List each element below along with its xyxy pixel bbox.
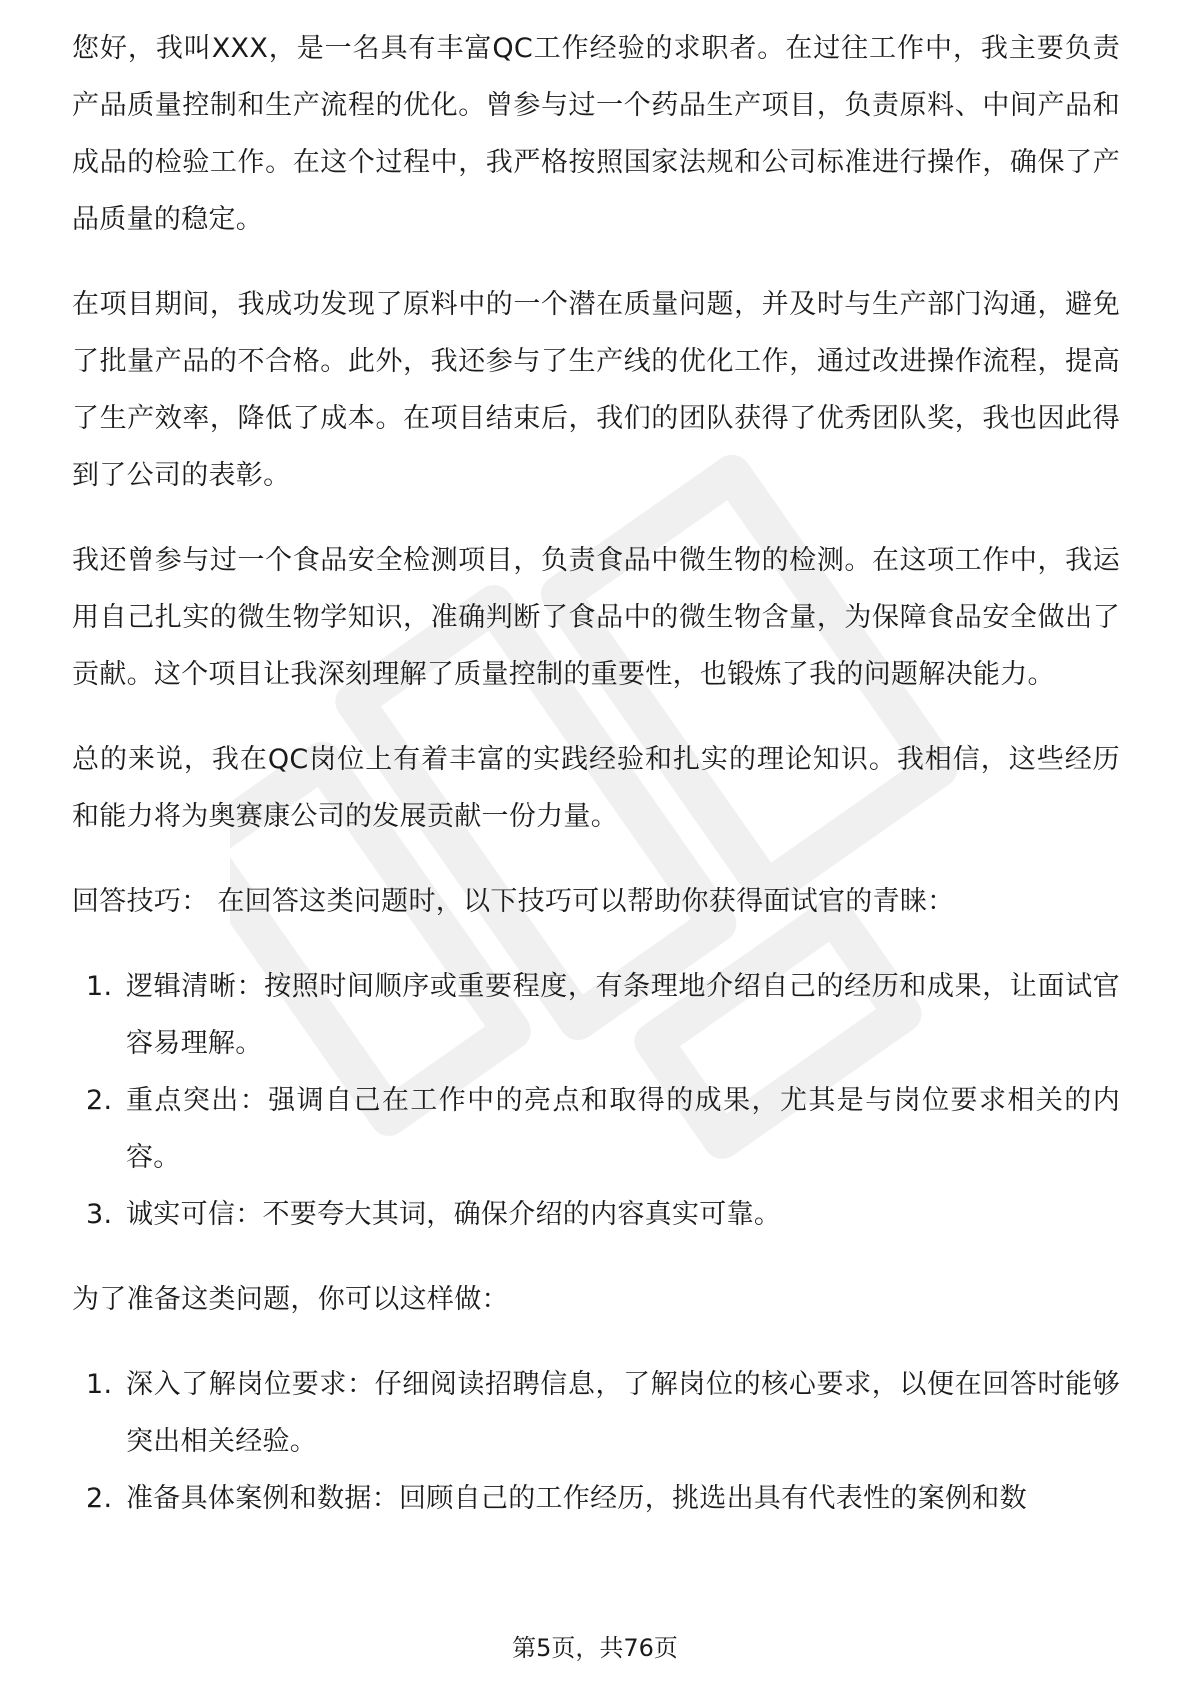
list-item	[72, 1356, 1120, 1470]
list-text: 深入了解岗位要求：仔细阅读招聘信息，了解岗位的核心要求，以便在回答时能够突出相关经验。	[126, 1369, 1120, 1457]
list-item	[72, 1186, 1120, 1243]
paragraph-intro: 您好，我叫XXX，是一名具有丰富QC工作经验的求职者。在过往工作中，我主要负责产品质量控制和生产流程的优化。曾参与过一个药品生产项目，负责原料、中间产品和成品的检验工作。在这个过程中，我严格按照国家法规和公司标准进行操作，确保了产品质量的稳定。	[72, 33, 1120, 235]
page-footer: 第5页，共76页	[512, 1634, 678, 1662]
list-item	[72, 1470, 1120, 1527]
list-item	[72, 958, 1120, 1072]
tips-intro: 回答技巧： 在回答这类问题时，以下技巧可以帮助你获得面试官的青睐：	[72, 886, 955, 917]
list-number: 2.	[86, 1483, 113, 1514]
paragraph-summary: 总的来说，我在QC岗位上有着丰富的实践经验和扎实的理论知识。我相信，这些经历和能力将为奥赛康公司的发展贡献一份力量。	[72, 744, 1120, 832]
list-text: 准备具体案例和数据：回顾自己的工作经历，挑选出具有代表性的案例和数	[126, 1483, 1027, 1514]
list-number: 1.	[86, 971, 113, 1002]
paragraph-project: 在项目期间，我成功发现了原料中的一个潜在质量问题，并及时与生产部门沟通，避免了批量产品的不合格。此外，我还参与了生产线的优化工作，通过改进操作流程，提高了生产效率，降低了成本。在项目结束后，我们的团队获得了优秀团队奖，我也因此得到了公司的表彰。	[72, 289, 1120, 491]
list-text: 重点突出：强调自己在工作中的亮点和取得的成果，尤其是与岗位要求相关的内容。	[126, 1085, 1120, 1173]
list-number: 1.	[86, 1369, 113, 1400]
tips-list	[72, 958, 1120, 1243]
prep-list	[72, 1356, 1120, 1527]
list-number: 2.	[86, 1085, 113, 1116]
paragraph-food-safety: 我还曾参与过一个食品安全检测项目，负责食品中微生物的检测。在这项工作中，我运用自己扎实的微生物学知识，准确判断了食品中的微生物含量，为保障食品安全做出了贡献。这个项目让我深刻理解了质量控制的重要性，也锻炼了我的问题解决能力。	[72, 545, 1120, 690]
document-body	[72, 20, 1120, 1555]
list-number: 3.	[86, 1199, 113, 1230]
list-item	[72, 1072, 1120, 1186]
list-text: 诚实可信：不要夸大其词，确保介绍的内容真实可靠。	[126, 1199, 782, 1230]
prep-intro: 为了准备这类问题，你可以这样做：	[72, 1284, 509, 1315]
list-text: 逻辑清晰：按照时间顺序或重要程度，有条理地介绍自己的经历和成果，让面试官容易理解。	[126, 971, 1120, 1059]
